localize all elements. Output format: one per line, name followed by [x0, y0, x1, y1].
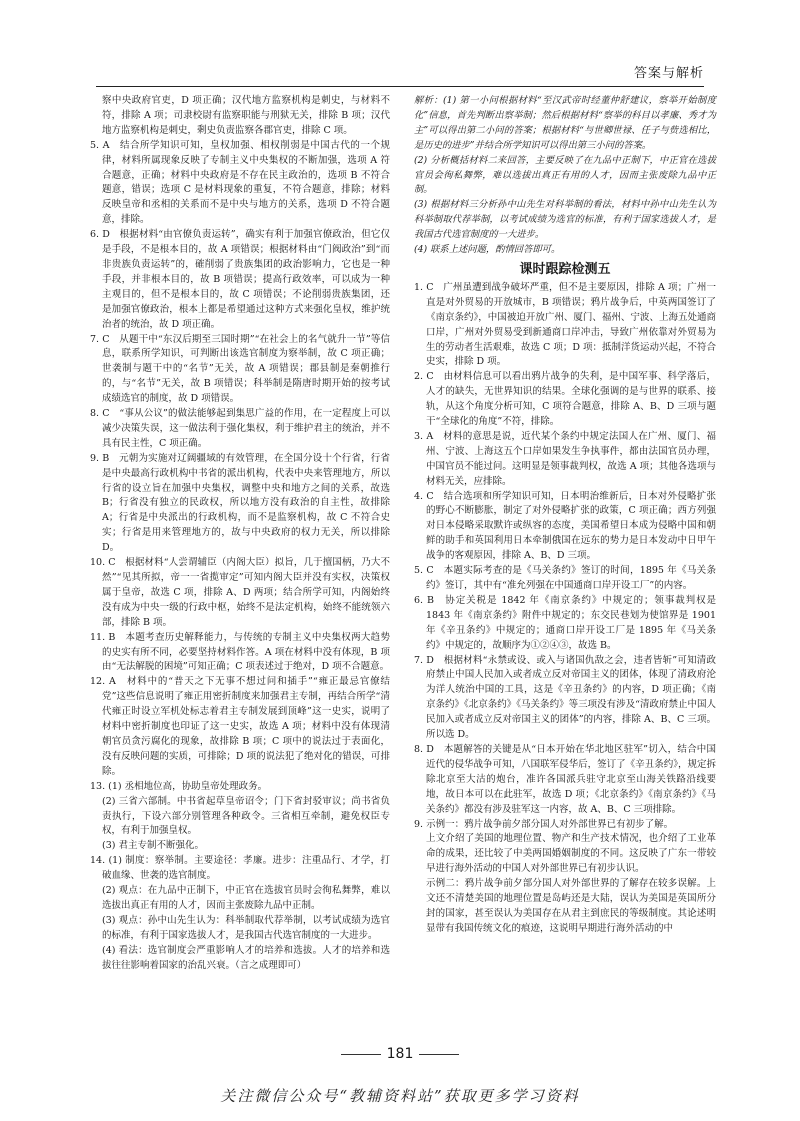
right-paragraph: 5. C 本题实际考查的是《马关条约》签订的时间，1895 年《马关条约》签订，其中有“准允列强在中国通商口岸开设工厂”的内容。 — [414, 565, 716, 591]
page-number — [0, 1046, 800, 1062]
right-paragraph: (4) 联系上述问题，酌情回答即可。 — [414, 244, 561, 256]
section-title: 课时跟踪检测五 — [519, 261, 611, 277]
page-header — [96, 60, 704, 87]
right-paragraph: 6. B 协定关税是 1842 年《南京条约》中规定的；领事裁判权是 1843 年《南京条约》附件中规定的；东交民巷划为使馆界是 1901 年《辛丑条约》中规定的；通商口岸开设工厂是 1895 年《马关条约》中规定的，故顺序为①②④③，故选 B。 — [414, 594, 716, 651]
left-paragraph: 11. B 本题考查历史解释能力，与传统的专制主义中央集权两大趋势的史实有所不同，必要坚持材料作答。A 项在材料中没有体现，B 项由“无法解脱的困境”可知正确；C 项表述过于绝对，D 项不合题意。 — [90, 631, 390, 673]
left-paragraph: (3) 观点：孙中山先生认为：科举制取代荐举制，以考试成绩为选官的标准，有利于国家选拔人才，是我国古代选官制度的一大进步。 — [102, 914, 390, 941]
right-paragraph: 2. C 由材料信息可以看出鸦片战争的失利，是中国军事、科学落后，人才的缺失，无世界知识的结果。全球化强调的是与世界的联系、接轨，从这个角度分析可知，C 项符合题意，排除 A、B、D 三项与题干“全球化的角度”不符，排除。 — [414, 371, 716, 428]
page-number-text: 181 — [386, 1046, 414, 1062]
right-paragraph: (3) 根据材料三分析孙中山先生对科举制的看法，材料中孙中山先生认为科举制取代荐举制，以考试成绩为选官的标准，有利于国家选拔人才，是我国古代选官制度的一大进步。 — [414, 199, 716, 241]
page-number-rule-left — [341, 1054, 381, 1055]
right-paragraph: 4. C 结合选项和所学知识可知，日本明治维新后，日本对外侵略扩张的野心不断膨胀，制定了对外侵略扩张的政策，C 项正确；西方列强对日本侵略采取默许或纵容的态度，美国希望日本成为侵略中国和朝鲜的助手和英国利用日本牵制俄国在远东的势力是日本发动中日甲午战争的客观原因，排除 A、B、D 三项。 — [414, 490, 716, 562]
right-paragraph: 7. D 根据材料“永禁或设、或入与诸国仇敌之会，违者皆斩”可知清政府禁止中国人民加入或者成立反对帝国主义的团体，体现了清政府沦为洋人统治中国的工具，这是《辛丑条约》的内容，D 项正确；《南京条约》《北京条约》《马关条约》等三项没有涉及“清政府禁止中国人民加入或者成立反对帝国主义的团体”的内容，排除 A、B、C 三项。所以选 D。 — [414, 654, 716, 741]
left-paragraph: (2) 观点：在九品中正制下，中正官在选拔官员时会徇私舞弊，难以选拔出真正有用的人才，因而主张废除九品中正制。 — [102, 885, 390, 911]
right-column — [414, 94, 716, 937]
left-paragraph: 察中央政府官吏，D 项正确；汉代地方监察机构是刺史，与材料不符，排除 A 项；司隶校尉有监察职能与刑狱无关，排除 B 项；汉代地方监察机构是刺史，剩史负责监察各郡官吏，排除 C 项。 — [102, 95, 390, 136]
right-paragraph: 3. A 材料的意思是说，近代某个条约中规定法国人在广州、厦门、福州、宁波、上海这五个口岸如果发生争执事件，都由法国官员办理，中国官员不能过问。这明显是领事裁判权，故选 A 项；其他各选项与材料无关，应排除。 — [414, 430, 716, 487]
left-paragraph: 7. C 从题干中“东汉后期至三国时期”“在社会上的名气就升一节”等信息，联系所学知识，可判断出该选官制度为察举制，故 C 项正确；世袭制与题干中的“名节”无关，故 A 项错误；郡县制是秦朝推行的，与“名节”无关，故 B 项错误；科举制是隋唐时期开始的按考试成绩选官的制度，故 D 项错误。 — [90, 333, 390, 405]
left-paragraph: 5. A 结合所学知识可知，皇权加强、相权削弱是中国古代的一个规律，材料所属现象反映了专制主义中央集权的不断加强，选项 A 符合题意，正确；材料中央政府是不存在民主政治的，选项 B 不符合题意，错误；选项 C 是材料现象的重复，不符合题意，排除；材料反映皇帝和丞相的关系而不是中央与地方的关系，选项 D 不符合题意，排除。 — [90, 139, 390, 226]
right-paragraph: 上文介绍了美国的地理位置、物产和生产技术情况，也介绍了工业革命的成果，还比较了中美两国婚姻制度的不同。这反映了广东一带较早进行海外活动的中国人对外部世界已有初步认识。 — [426, 833, 716, 875]
left-paragraph: 14. (1) 制度：察举制。主要途径：孝廉。进步：注重品行、才学，打破血缘、世袭的选官制度。 — [90, 855, 390, 882]
left-paragraph: 6. D 根据材料“由官僚负责运转”，确实有利于加强官僚政治，但它仅是手段，不是根本目的，故 A 项错误；根据材料由“门阀政治”到“而非贵族负责运转”的，確削弱了贵族集团的政治影响力，它也是一种手段，并非根本目的，故 B 项错误；提高行政效率，可以成为一种主观目的，但不是根本目的，故 C 项错误；不论削弱贵族集团，还是加强官僚政治，根本上都是希望通过这种方式来强化皇权，维护统治者的统治，故 D 项正确。 — [90, 229, 390, 330]
footer-handwritten-note: 关注微信公众号“教辅资料站”获取更多学习资料 — [220, 1087, 580, 1105]
right-paragraph: (2) 分析概括材料二来回答，主要反映了在九品中正制下，中正官在选拔官员会徇私舞弊，难以选拔出真正有用的人才，因而主张废除九品中正制。 — [414, 154, 716, 196]
right-paragraph: 1. C 广州虽遭到战争破坏严重，但不是主要原因，排除 A 项；广州一直是对外贸易的开放城市，B 项错误；鸦片战争后，中英两国签订了《南京条约》，中国被迫开放广州、厦门、福州、宁波、上海五处通商口岸，广州对外贸易受到新通商口岸冲击，导致广州依靠对外贸易为生的劳动者生活艰难，故选 C 项；D 项：抵制洋货运动兴起，不符合史实，排除 D 项。 — [414, 281, 716, 368]
left-paragraph: (2) 三省六部制。中书省起草皇帝诏令；门下省封驳审议；尚书省负责执行，下设六部分别管理各种政令。三省相互牵制，避免权臣专权，有利于加强皇权。 — [102, 795, 390, 837]
left-paragraph: (4) 看法：选官制度会严重影响人才的培养和选拔。人才的培养和选拔往往影响着国家的治乱兴衰。（言之成理即可） — [102, 944, 390, 971]
page-number-rule-right — [419, 1054, 459, 1055]
left-paragraph: 9. B 元朝为实施对辽阔疆域的有效管理，在全国分设十个行省，行省是中央最高行政机构中书省的派出机构，代表中央来管理地方，所以行省的设立旨在加强中央集权，调整中央和地方之间的关系，故选 B；行省没有独立的民政权，所以地方没有政治的自主性，故排除 A；行省是中央派出的行政机构，而不是监察机构，故 C 不符合史实；行省是用来管理地方的，故与中央政府的权力无关，所以排除 D。 — [90, 452, 390, 554]
header-title: 答案与解析 — [633, 66, 704, 81]
left-paragraph: (3) 君主专制不断强化。 — [102, 840, 204, 852]
left-paragraph: 13. (1) 丞相地位高，协助皇帝处理政务。 — [90, 780, 268, 792]
right-paragraph: 9. 示例一：鸦片战争前夕部分国人对外部世界已有初步了解。 — [414, 818, 674, 830]
right-paragraph: 8. D 本题解答的关键是从“日本开始在华北地区驻军”切入，结合中国近代的侵华战争可知，八国联军侵华后，签订了《辛丑条约》，规定拆除北京至大沽的炮台，准许各国派兵驻守北京至山海关铁路沿线要地，故日本可以在此驻军，故选 D 项；《北京条约》《南京条约》《马关条约》都没有涉及驻军这一内容，故 A、B、C 三项排除。 — [414, 743, 716, 815]
left-paragraph: 10. C 根据材料“人尝谓辅臣（内阁大臣）拟旨，几于擅国柄，乃大不然”“见其所拟，帝一一省揽审定”可知内阁大臣并没有实权，决策权属于皇帝，故选 C 项，排除 A、D 两项；结合所学可知，内阁始终没有成为中央一级的行政中枢，始终不是法定机构，始终不能统领六部，排除 B 项。 — [90, 557, 390, 628]
right-paragraph: 解析：(1) 第一小问根据材料“至汉武帝时经董仲舒建议，察举开始制度化”信息，首先判断出察举制；然后根据材料“察举的科目以孝廉、秀才为主”可以得出第二小问的答案；根据材料“与世卿世禄、任子与赀选相比，是历史的进步”并结合所学知识可以得出第三小问的答案。 — [414, 95, 716, 151]
left-paragraph: 12. A 材料中的“普天之下无事不想过问和插手”“雍正最忌官僚结党”这些信息说明了雍正用密折制度来加强君主专制，再结合所学“清代雍正时设立军机处标志着君主专制发展到顶峰”这一史实，说明了材料中密折制度也印证了这一史实，故选 A 项；材料中没有体现清朝官员贪污腐化的现象，故排除 B 项；C 项中的说法过于表面化，没有反映问题的实质，可排除；D 项的说法犯了绝对化的错误，可排除。 — [90, 676, 390, 777]
left-column — [90, 94, 390, 973]
right-paragraph: 示例二：鸦片战争前夕部分国人对外部世界的了解存在较多误解。上文还不清楚美国的地理位置是岛屿还是大陆，误认为美国是英国所分封的国家，甚至误认为美国存在从君主到庶民的等级制度。其论述明显带有我国传统文化的痕迹，这说明早期进行海外活动的中 — [426, 878, 716, 934]
left-paragraph: 8. C “事从公议”的做法能够起到集思广益的作用，在一定程度上可以减少决策失误，这一做法利于强化集权，利于维护君主的统治，并不具有民主性，C 项正确。 — [90, 408, 390, 449]
